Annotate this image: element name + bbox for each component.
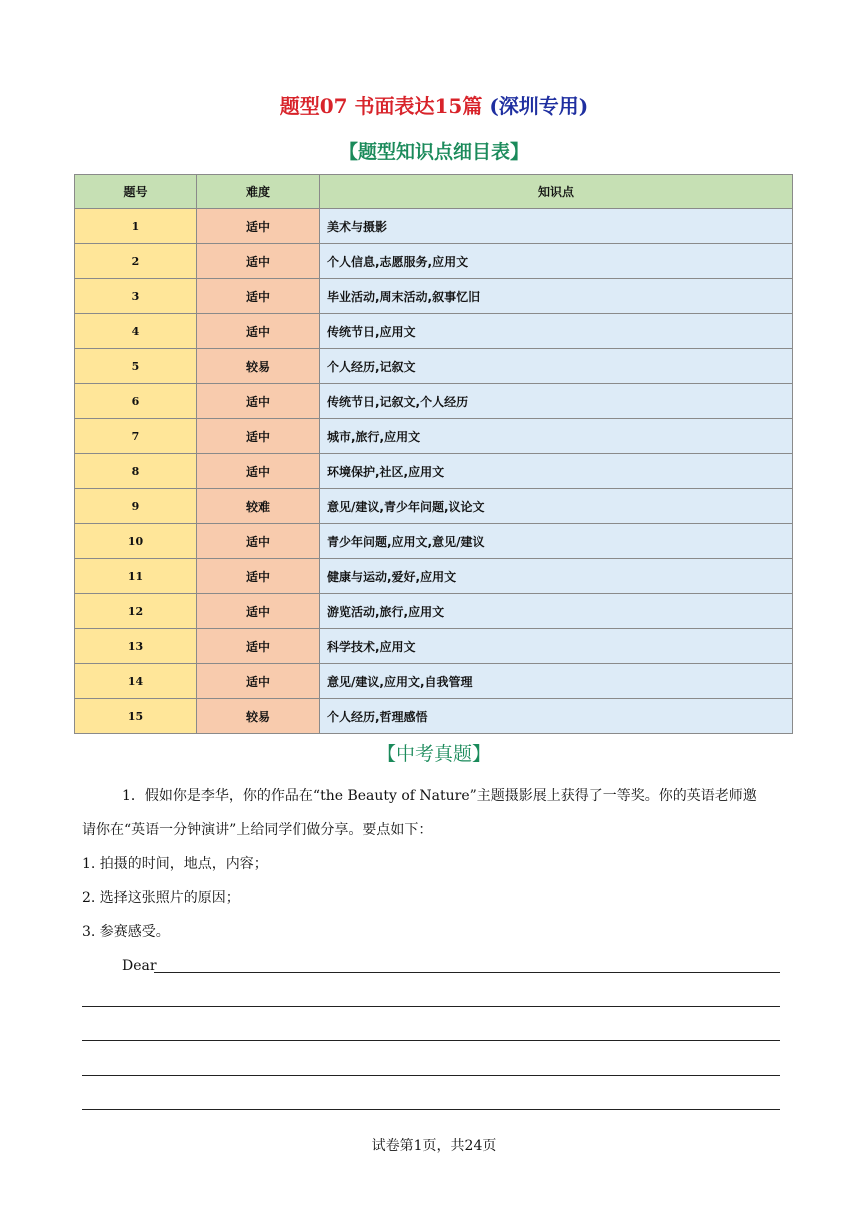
cell-number: 13 (75, 629, 197, 664)
cell-difficulty: 适中 (197, 209, 320, 244)
cell-difficulty: 适中 (197, 594, 320, 629)
cell-number: 8 (75, 454, 197, 489)
cell-topics: 意见/建议,应用文,自我管理 (320, 664, 793, 699)
cell-number: 4 (75, 314, 197, 349)
cell-number: 2 (75, 244, 197, 279)
cell-number: 6 (75, 384, 197, 419)
title-main: 题型07 书面表达15篇 (279, 94, 483, 118)
table-row (75, 314, 793, 349)
cell-difficulty: 适中 (197, 419, 320, 454)
writing-line (82, 1040, 780, 1041)
table-row (75, 384, 793, 419)
table-row (75, 629, 793, 664)
header-difficulty: 难度 (197, 175, 320, 209)
table-row (75, 454, 793, 489)
cell-topics: 环境保护,社区,应用文 (320, 454, 793, 489)
table-row (75, 279, 793, 314)
cell-number: 9 (75, 489, 197, 524)
cell-number: 5 (75, 349, 197, 384)
question-point-3: 3. 参赛感受。 (82, 924, 170, 940)
table-row (75, 489, 793, 524)
cell-topics: 游览活动,旅行,应用文 (320, 594, 793, 629)
question-point-2: 2. 选择这张照片的原因； (82, 890, 240, 906)
cell-topics: 个人信息,志愿服务,应用文 (320, 244, 793, 279)
cell-number: 7 (75, 419, 197, 454)
cell-difficulty: 适中 (197, 629, 320, 664)
table-row (75, 209, 793, 244)
cell-difficulty: 适中 (197, 559, 320, 594)
table-row (75, 244, 793, 279)
cell-number: 12 (75, 594, 197, 629)
page-title (0, 92, 868, 120)
cell-difficulty: 适中 (197, 454, 320, 489)
cell-number: 14 (75, 664, 197, 699)
section-title: 【中考真题】 (376, 743, 491, 765)
cell-number: 15 (75, 699, 197, 734)
cell-difficulty: 适中 (197, 279, 320, 314)
table-title: 【题型知识点细目表】 (338, 141, 529, 163)
cell-topics: 意见/建议,青少年问题,议论文 (320, 489, 793, 524)
table-row (75, 419, 793, 454)
table-row (75, 594, 793, 629)
cell-difficulty: 适中 (197, 244, 320, 279)
cell-topics: 个人经历,哲理感悟 (320, 699, 793, 734)
table-header-row (75, 175, 793, 209)
cell-number: 11 (75, 559, 197, 594)
salutation-writing-line (154, 972, 780, 973)
table-row (75, 349, 793, 384)
header-topics: 知识点 (320, 175, 793, 209)
cell-difficulty: 适中 (197, 524, 320, 559)
cell-topics: 个人经历,记叙文 (320, 349, 793, 384)
cell-topics: 毕业活动,周末活动,叙事忆旧 (320, 279, 793, 314)
cell-topics: 健康与运动,爱好,应用文 (320, 559, 793, 594)
page-footer: 试卷第1页，共24页 (371, 1138, 497, 1154)
header-number: 题号 (75, 175, 197, 209)
cell-topics: 传统节日,记叙文,个人经历 (320, 384, 793, 419)
cell-topics: 传统节日,应用文 (320, 314, 793, 349)
question-point-1: 1. 拍摄的时间，地点，内容； (82, 856, 268, 872)
table-row (75, 699, 793, 734)
cell-number: 3 (75, 279, 197, 314)
table-row (75, 664, 793, 699)
question-text-line1: 1．假如你是李华，你的作品在“the Beauty of Nature”主题摄影展上获得了一等奖。你的英语老师邀 (122, 788, 757, 804)
knowledge-point-table (74, 174, 793, 734)
cell-difficulty: 较易 (197, 699, 320, 734)
cell-difficulty: 较易 (197, 349, 320, 384)
cell-topics: 美术与摄影 (320, 209, 793, 244)
cell-topics: 青少年问题,应用文,意见/建议 (320, 524, 793, 559)
writing-line (82, 1109, 780, 1110)
cell-difficulty: 适中 (197, 314, 320, 349)
cell-number: 10 (75, 524, 197, 559)
salutation: Dear (122, 958, 157, 974)
table-row (75, 559, 793, 594)
writing-line (82, 1075, 780, 1076)
cell-topics: 科学技术,应用文 (320, 629, 793, 664)
cell-difficulty: 较难 (197, 489, 320, 524)
title-suffix: (深圳专用) (489, 94, 589, 118)
cell-number: 1 (75, 209, 197, 244)
cell-difficulty: 适中 (197, 664, 320, 699)
writing-line (82, 1006, 780, 1007)
cell-topics: 城市,旅行,应用文 (320, 419, 793, 454)
table-row (75, 524, 793, 559)
question-text-line2: 请你在“英语一分钟演讲”上给同学们做分享。要点如下： (82, 822, 433, 838)
cell-difficulty: 适中 (197, 384, 320, 419)
